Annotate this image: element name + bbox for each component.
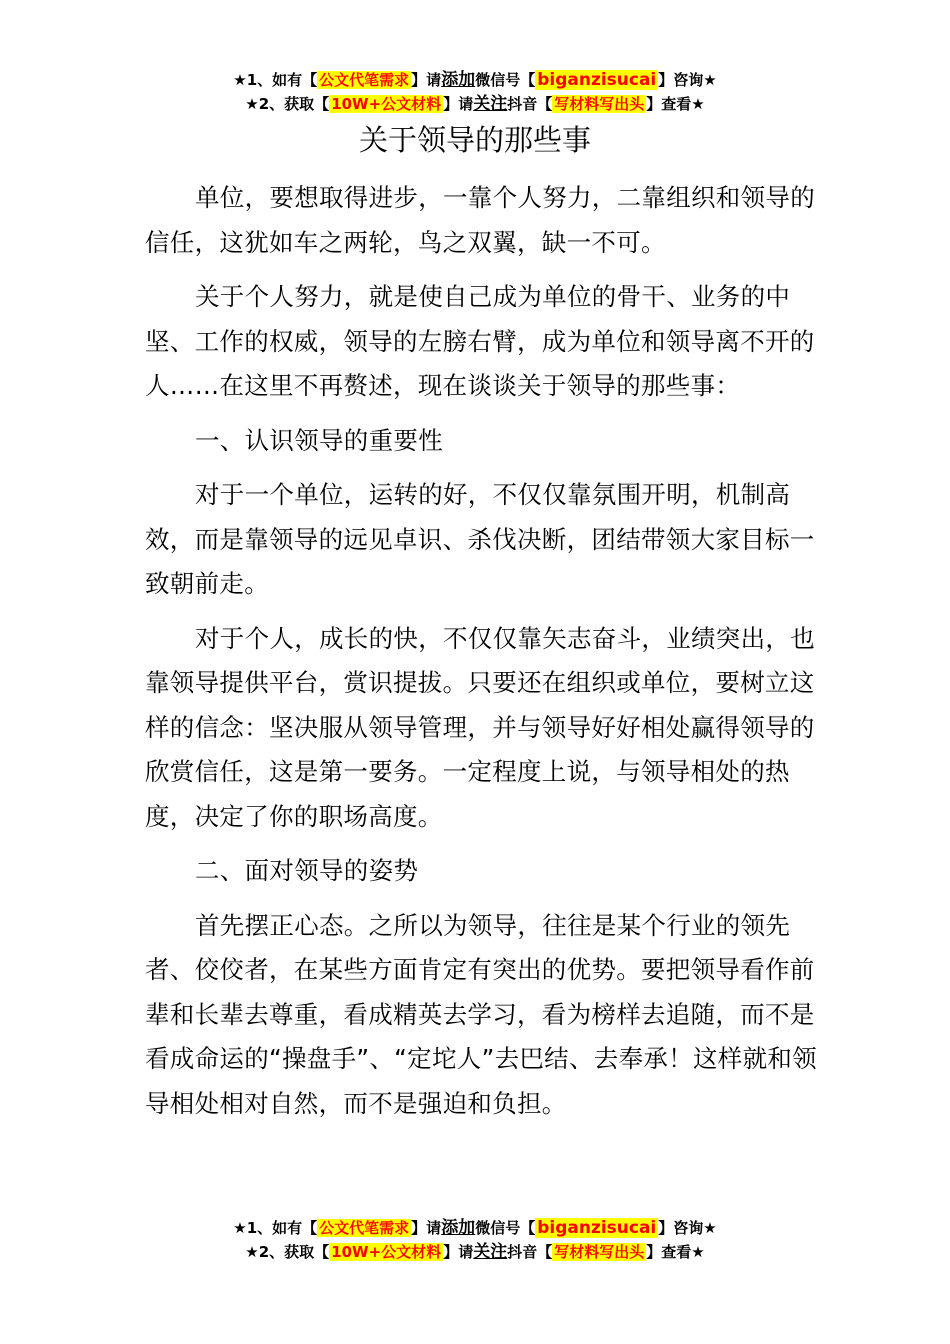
banner-line-1 bbox=[0, 1216, 950, 1240]
paragraph: 单位，要想取得进步，一靠个人努力，二靠组织和领导的信任，这犹如车之两轮，鸟之双翼，缺一不可。 bbox=[145, 183, 815, 257]
banner-text: 】咨询★ bbox=[658, 71, 717, 89]
banner-text: ★2、获取【 bbox=[245, 95, 330, 113]
underlined-add: 添加 bbox=[441, 70, 476, 90]
section-heading: 一、认识领导的重要性 bbox=[195, 425, 443, 455]
banner-text: 抖音【 bbox=[507, 95, 553, 113]
paragraph: 首先摆正心态。之所以为领导，往往是某个行业的领先者、佼佼者，在某些方面肯定有突出的优势。要把领导看作前辈和长辈去尊重，看成精英去学习，看为榜样去追随，而不是看成命运的“操盘手”、“定坨人”去巴结、去奉承！这样就和领导相处相对自然，而不是强迫和负担。 bbox=[145, 910, 817, 1118]
banner-text: ★1、如有【 bbox=[233, 71, 318, 89]
header-banner bbox=[0, 68, 950, 116]
highlight-ghostwriting: 公文代笔需求 bbox=[319, 71, 410, 89]
highlight-douyin-id: 写材料写出头 bbox=[554, 1243, 645, 1261]
document-body bbox=[145, 176, 835, 1136]
highlight-wechat-id: biganzisucai bbox=[537, 1218, 657, 1238]
banner-text: 】请 bbox=[411, 71, 442, 89]
footer-banner bbox=[0, 1216, 950, 1264]
banner-text: 微信号【 bbox=[475, 1219, 536, 1237]
banner-line-2 bbox=[0, 1240, 950, 1264]
underlined-add: 添加 bbox=[441, 1218, 476, 1238]
banner-text: ★1、如有【 bbox=[233, 1219, 318, 1237]
section-heading: 二、面对领导的姿势 bbox=[195, 856, 419, 885]
banner-text: 】请 bbox=[443, 1243, 474, 1261]
paragraph: 对于个人，成长的快，不仅仅靠矢志奋斗，业绩突出，也靠领导提供平台，赏识提拔。只要还在组织或单位，要树立这样的信念：坚决服从领导管理，并与领导好好相处赢得领导的欣赏信任，这是第一要务。一定程度上说，与领导相处的热度，决定了你的职场高度。 bbox=[145, 623, 815, 831]
banner-text: 】请 bbox=[411, 1219, 442, 1237]
underlined-follow: 关注 bbox=[473, 1242, 508, 1262]
banner-line-2 bbox=[0, 92, 950, 116]
banner-text: 】查看★ bbox=[646, 95, 705, 113]
document-title: 关于领导的那些事 bbox=[358, 123, 591, 157]
banner-text: 抖音【 bbox=[507, 1243, 553, 1261]
highlight-ghostwriting: 公文代笔需求 bbox=[319, 1219, 410, 1237]
banner-text: 】查看★ bbox=[646, 1243, 705, 1261]
highlight-douyin-id: 写材料写出头 bbox=[554, 95, 645, 113]
banner-text: ★2、获取【 bbox=[245, 1243, 330, 1261]
banner-text: 微信号【 bbox=[475, 71, 536, 89]
paragraph: 对于一个单位，运转的好，不仅仅靠氛围开明，机制高效，而是靠领导的远见卓识、杀伐决断，团结带领大家目标一致朝前走。 bbox=[145, 480, 815, 598]
highlight-materials: 10W+公文材料 bbox=[331, 95, 442, 113]
banner-text: 】咨询★ bbox=[658, 1219, 717, 1237]
banner-text: 】请 bbox=[443, 95, 474, 113]
highlight-materials: 10W+公文材料 bbox=[331, 1243, 442, 1261]
paragraph: 关于个人努力，就是使自己成为单位的骨干、业务的中坚、工作的权威，领导的左膀右臂，成为单位和领导离不开的人……在这里不再赘述，现在谈谈关于领导的那些事： bbox=[145, 282, 815, 400]
banner-line-1 bbox=[0, 68, 950, 92]
underlined-follow: 关注 bbox=[473, 94, 508, 114]
highlight-wechat-id: biganzisucai bbox=[537, 70, 657, 90]
